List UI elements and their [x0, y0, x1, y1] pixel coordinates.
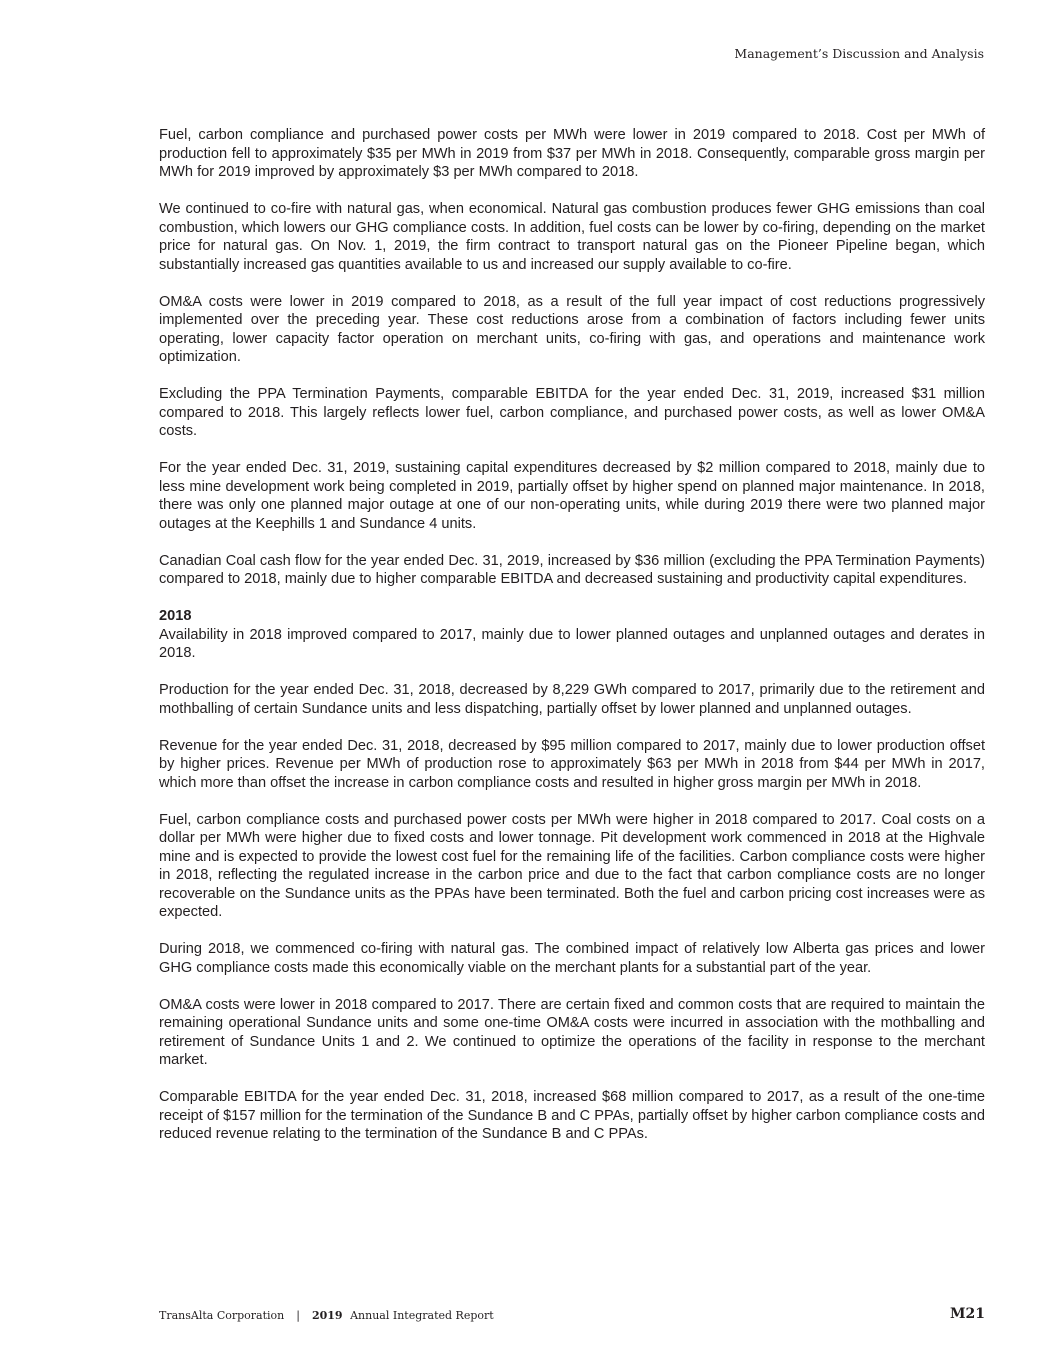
- paragraph: Canadian Coal cash flow for the year ended Dec. 31, 2019, increased by $36 million (excluding the PPA Termination Payments) compared to 2018, mainly due to higher comparable EBITDA and decreased sustaining and productivity capital expenditures.: [159, 552, 985, 587]
- paragraph: Availability in 2018 improved compared to 2017, mainly due to lower planned outages and unplanned outages and derates in 2018.: [159, 626, 985, 661]
- page-number: M21: [950, 1306, 985, 1322]
- footer-year: 2019: [311, 1309, 343, 1322]
- running-header: Management’s Discussion and Analysis: [734, 46, 984, 61]
- footer-separator: |: [296, 1309, 300, 1322]
- paragraph: Excluding the PPA Termination Payments, comparable EBITDA for the year ended Dec. 31, 2019, increased $31 million compared to 2018. This largely reflects lower fuel, carbon compliance, and purchased power costs, as well as lower OM&A costs.: [159, 386, 985, 439]
- paragraph: Revenue for the year ended Dec. 31, 2018, decreased by $95 million compared to 2017, mainly due to lower production offset by higher prices. Revenue per MWh of production rose to approximately $63 per MWh in 2018 from $44 per MWh in 2017, which more than offset the increase in carbon compliance costs and resulted in higher gross margin per MWh in 2018.: [159, 737, 985, 791]
- paragraph: Production for the year ended Dec. 31, 2018, decreased by 8,229 GWh compared to 2017, primarily due to the retirement and mothballing of certain Sundance units and less dispatching, partially offset by lower planned and unplanned outages.: [159, 682, 985, 717]
- footer-report-info: [159, 1309, 494, 1322]
- paragraph: During 2018, we commenced co-firing with natural gas. The combined impact of relatively low Alberta gas prices and lower GHG compliance costs made this economically viable on the merchant plants for a substantial part of the year.: [159, 941, 985, 976]
- paragraph: We continued to co-fire with natural gas, when economical. Natural gas combustion produces fewer GHG emissions than coal combustion, which lowers our GHG compliance costs. In addition, fuel costs can be lower by co-firing, depending on the market price for natural gas. On Nov. 1, 2019, the firm contract to transport natural gas on the Pioneer Pipeline began, which substantially increased gas quantities available to us and increased our supply available to co-fire.: [159, 201, 985, 273]
- paragraph: Fuel, carbon compliance costs and purchased power costs per MWh were higher in 2018 compared to 2017. Coal costs on a dollar per MWh were higher due to fixed costs and lower tonnage. Pit development work commenced in 2018 at the Highvale mine and is expected to provide the lowest cost fuel for the remaining life of the facilities. Carbon compliance costs were higher in 2018, reflecting the regulated increase in the carbon price and due to the fact that carbon compliance costs are no longer recoverable on the Sundance units as the PPAs have been terminated. Both the fuel and carbon pricing cost increases were as expected.: [159, 811, 985, 920]
- document-body: [159, 126, 985, 1144]
- paragraph: OM&A costs were lower in 2018 compared to 2017. There are certain fixed and common costs that are required to maintain the remaining operational Sundance units and some one-time OM&A costs were incurred in association with the mothballing and retirement of Sundance Units 1 and 2. We continued to optimize the operations of the facility in response to the merchant market.: [159, 996, 985, 1068]
- footer-company: TransAlta Corporation: [159, 1309, 285, 1322]
- section-heading-2018: 2018: [159, 608, 192, 624]
- paragraph: OM&A costs were lower in 2019 compared to 2018, as a result of the full year impact of cost reductions progressively implemented over the preceding year. These cost reductions arose from a combination of factors including fewer units operating, lower capacity factor operation on merchant units, co-firing with gas, and operations and maintenance work optimization.: [159, 293, 985, 365]
- paragraph: Fuel, carbon compliance and purchased power costs per MWh were lower in 2019 compared to 2018. Cost per MWh of production fell to approximately $35 per MWh in 2019 from $37 per MWh in 2018. Consequently, comparable gross margin per MWh for 2019 improved by approximately $3 per MWh compared to 2018.: [159, 127, 985, 180]
- paragraph: For the year ended Dec. 31, 2019, sustaining capital expenditures decreased by $2 million compared to 2018, mainly due to less mine development work being completed in 2019, partially offset by higher spend on planned major maintenance. In 2018, there was only one planned major outage at one of our non-operating units, while during 2019 there were two planned major outages at the Keephills 1 and Sundance 4 units.: [159, 460, 985, 532]
- paragraph: Comparable EBITDA for the year ended Dec. 31, 2018, increased $68 million compared to 2017, as a result of the one-time receipt of $157 million for the termination of the Sundance B and C PPAs, partially offset by higher carbon compliance costs and reduced revenue relating to the termination of the Sundance B and C PPAs.: [159, 1089, 985, 1142]
- footer-report-name: Annual Integrated Report: [350, 1309, 494, 1322]
